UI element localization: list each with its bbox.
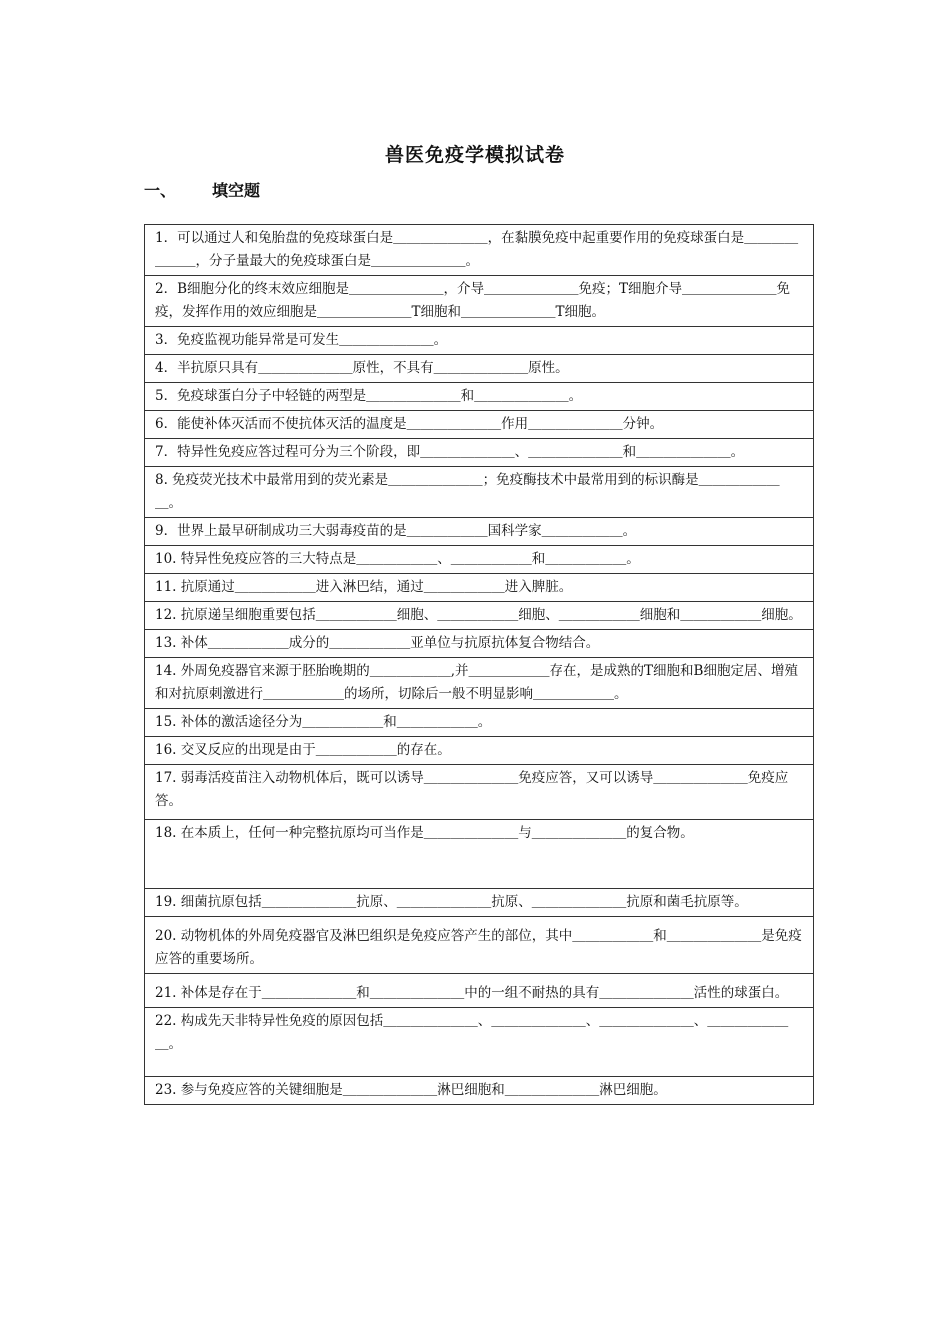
question-row (145, 974, 814, 1008)
question-text: 16. 交叉反应的出现是由于＿＿＿＿＿＿的存在。 (145, 737, 814, 765)
question-row (145, 820, 814, 889)
question-row (145, 1008, 814, 1077)
question-row (145, 327, 814, 355)
section-label: 填空题 (212, 181, 261, 200)
question-text: 11. 抗原通过＿＿＿＿＿＿进入淋巴结，通过＿＿＿＿＿＿进入脾脏。 (145, 574, 814, 602)
question-text: 12. 抗原递呈细胞重要包括＿＿＿＿＿＿细胞、＿＿＿＿＿＿细胞、＿＿＿＿＿＿细胞和＿＿＿＿＿＿细胞。 (145, 602, 814, 630)
question-row (145, 602, 814, 630)
question-text: 2．B细胞分化的终末效应细胞是＿＿＿＿＿＿＿，介导＿＿＿＿＿＿＿免疫；T细胞介导＿＿＿＿＿＿＿免疫，发挥作用的效应细胞是＿＿＿＿＿＿＿T细胞和＿＿＿＿＿＿＿T细胞。 (145, 276, 814, 327)
question-row (145, 383, 814, 411)
page-title: 兽医免疫学模拟试卷 (384, 144, 565, 166)
question-table (144, 224, 814, 1105)
question-text: 8. 免疫荧光技术中最常用到的荧光素是＿＿＿＿＿＿＿；免疫酶技术中最常用到的标识酶是＿＿＿＿＿＿＿。 (145, 467, 814, 518)
question-text: 18. 在本质上，任何一种完整抗原均可当作是＿＿＿＿＿＿＿与＿＿＿＿＿＿＿的复合物。 (145, 820, 814, 889)
question-text: 14. 外周免疫器官来源于胚胎晚期的＿＿＿＿＿＿,并＿＿＿＿＿＿存在，是成熟的T细胞和B细胞定居、增殖和对抗原刺激进行＿＿＿＿＿＿的场所，切除后一般不明显影响＿＿＿＿＿＿。 (145, 658, 814, 709)
question-row (145, 574, 814, 602)
question-text: 7．特异性免疫应答过程可分为三个阶段，即＿＿＿＿＿＿＿、＿＿＿＿＿＿＿和＿＿＿＿＿＿＿。 (145, 439, 814, 467)
question-row (145, 737, 814, 765)
question-text: 3．免疫监视功能异常是可发生＿＿＿＿＿＿＿。 (145, 327, 814, 355)
question-text: 13. 补体＿＿＿＿＿＿成分的＿＿＿＿＿＿亚单位与抗原抗体复合物结合。 (145, 630, 814, 658)
question-text: 19. 细菌抗原包括＿＿＿＿＿＿＿抗原、＿＿＿＿＿＿＿抗原、＿＿＿＿＿＿＿抗原和菌毛抗原等。 (145, 889, 814, 917)
question-row (145, 439, 814, 467)
section-heading (144, 178, 260, 201)
question-row (145, 276, 814, 327)
section-number: 一、 (144, 181, 177, 200)
question-row (145, 709, 814, 737)
question-row (145, 225, 814, 276)
question-row (145, 411, 814, 439)
question-text: 20. 动物机体的外周免疫器官及淋巴组织是免疫应答产生的部位，其中＿＿＿＿＿＿和＿＿＿＿＿＿＿是免疫应答的重要场所。 (145, 917, 814, 974)
question-row (145, 467, 814, 518)
question-row (145, 765, 814, 820)
question-text: 10. 特异性免疫应答的三大特点是＿＿＿＿＿＿、＿＿＿＿＿＿和＿＿＿＿＿＿。 (145, 546, 814, 574)
question-row (145, 917, 814, 974)
question-text: 21. 补体是存在于＿＿＿＿＿＿＿和＿＿＿＿＿＿＿中的一组不耐热的具有＿＿＿＿＿＿＿活性的球蛋白。 (145, 974, 814, 1008)
question-text: 15. 补体的激活途径分为＿＿＿＿＿＿和＿＿＿＿＿＿。 (145, 709, 814, 737)
question-row (145, 630, 814, 658)
question-row (145, 518, 814, 546)
question-text: 1．可以通过人和兔胎盘的免疫球蛋白是＿＿＿＿＿＿＿，在黏膜免疫中起重要作用的免疫球蛋白是＿＿＿＿＿＿＿，分子量最大的免疫球蛋白是＿＿＿＿＿＿＿。 (145, 225, 814, 276)
question-text: 6．能使补体灭活而不使抗体灭活的温度是＿＿＿＿＿＿＿作用＿＿＿＿＿＿＿分钟。 (145, 411, 814, 439)
question-text: 17. 弱毒活疫苗注入动物机体后，既可以诱导＿＿＿＿＿＿＿免疫应答，又可以诱导＿＿＿＿＿＿＿免疫应答。 (145, 765, 814, 820)
question-row (145, 546, 814, 574)
question-text: 9．世界上最早研制成功三大弱毒疫苗的是＿＿＿＿＿＿国科学家＿＿＿＿＿＿。 (145, 518, 814, 546)
question-text: 4．半抗原只具有＿＿＿＿＿＿＿原性，不具有＿＿＿＿＿＿＿原性。 (145, 355, 814, 383)
question-text: 23. 参与免疫应答的关键细胞是＿＿＿＿＿＿＿淋巴细胞和＿＿＿＿＿＿＿淋巴细胞。 (145, 1077, 814, 1105)
question-row (145, 658, 814, 709)
question-row (145, 889, 814, 917)
question-row (145, 1077, 814, 1105)
question-text: 5．免疫球蛋白分子中轻链的两型是＿＿＿＿＿＿＿和＿＿＿＿＿＿＿。 (145, 383, 814, 411)
question-text: 22. 构成先天非特异性免疫的原因包括＿＿＿＿＿＿＿、＿＿＿＿＿＿＿、＿＿＿＿＿＿＿、＿＿＿＿＿＿＿。 (145, 1008, 814, 1077)
question-row (145, 355, 814, 383)
